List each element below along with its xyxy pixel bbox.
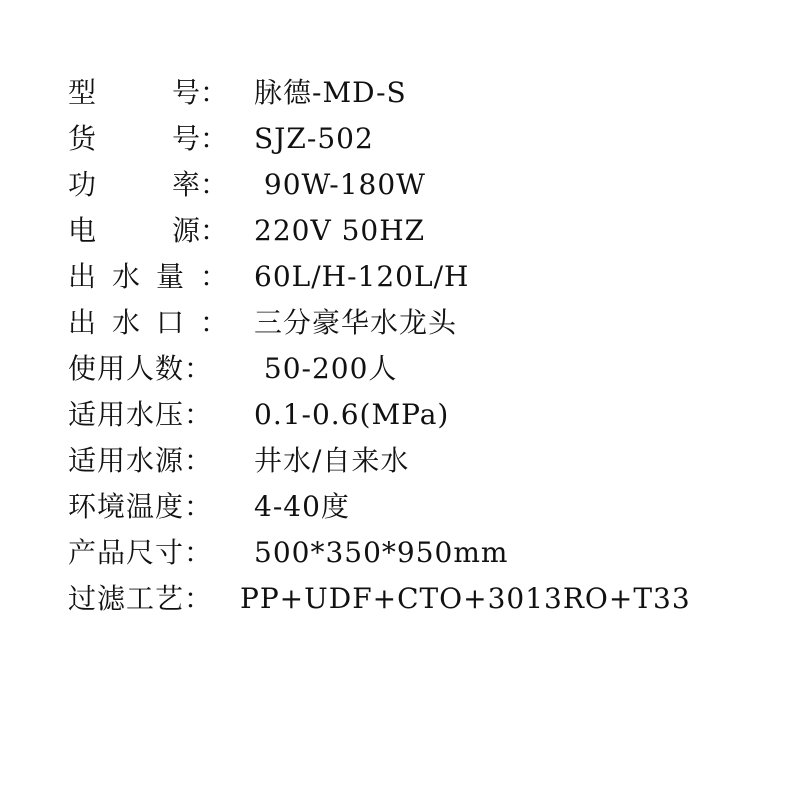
spec-value: 90W-180W (254, 168, 426, 201)
spec-label: 功 率： (68, 168, 229, 201)
spec-row-ambient-temperature (68, 484, 768, 530)
spec-row-water-outlet (68, 300, 768, 346)
spec-value: 0.1-0.6(MPa) (254, 398, 450, 431)
spec-label: 型 号： (68, 76, 229, 109)
spec-row-filtration-process (68, 576, 768, 622)
spec-value: 500*350*950mm (254, 536, 509, 569)
spec-list (68, 70, 768, 622)
spec-label: 货 号： (68, 122, 229, 155)
spec-value: 三分豪华水龙头 (254, 306, 458, 339)
spec-row-item-number (68, 116, 768, 162)
spec-row-power-supply (68, 208, 768, 254)
spec-value: 4-40度 (254, 490, 350, 523)
spec-value: 60L/H-120L/H (254, 260, 470, 293)
spec-row-users (68, 346, 768, 392)
spec-label: 电 源： (68, 214, 229, 247)
spec-row-water-pressure (68, 392, 768, 438)
spec-label: 环境温度： (68, 490, 214, 523)
spec-value: 50-200人 (254, 352, 398, 385)
spec-value: SJZ-502 (254, 122, 374, 155)
spec-row-water-output (68, 254, 768, 300)
spec-row-dimensions (68, 530, 768, 576)
spec-label: 使用人数： (68, 352, 214, 385)
spec-row-model (68, 70, 768, 116)
spec-label: 适用水源： (68, 444, 214, 477)
spec-row-water-source (68, 438, 768, 484)
spec-label: 产品尺寸： (68, 536, 214, 569)
spec-value: PP+UDF+CTO+3013RO+T33 (240, 582, 691, 615)
spec-value: 脉德-MD-S (254, 76, 407, 109)
spec-label: 适用水压： (68, 398, 214, 431)
spec-label: 出 水 口 ： (68, 306, 230, 339)
spec-row-power (68, 162, 768, 208)
spec-label: 过滤工艺： (68, 582, 214, 615)
spec-value: 井水/自来水 (254, 444, 410, 477)
spec-value: 220V 50HZ (254, 214, 426, 247)
spec-label: 出 水 量 ： (68, 260, 230, 293)
